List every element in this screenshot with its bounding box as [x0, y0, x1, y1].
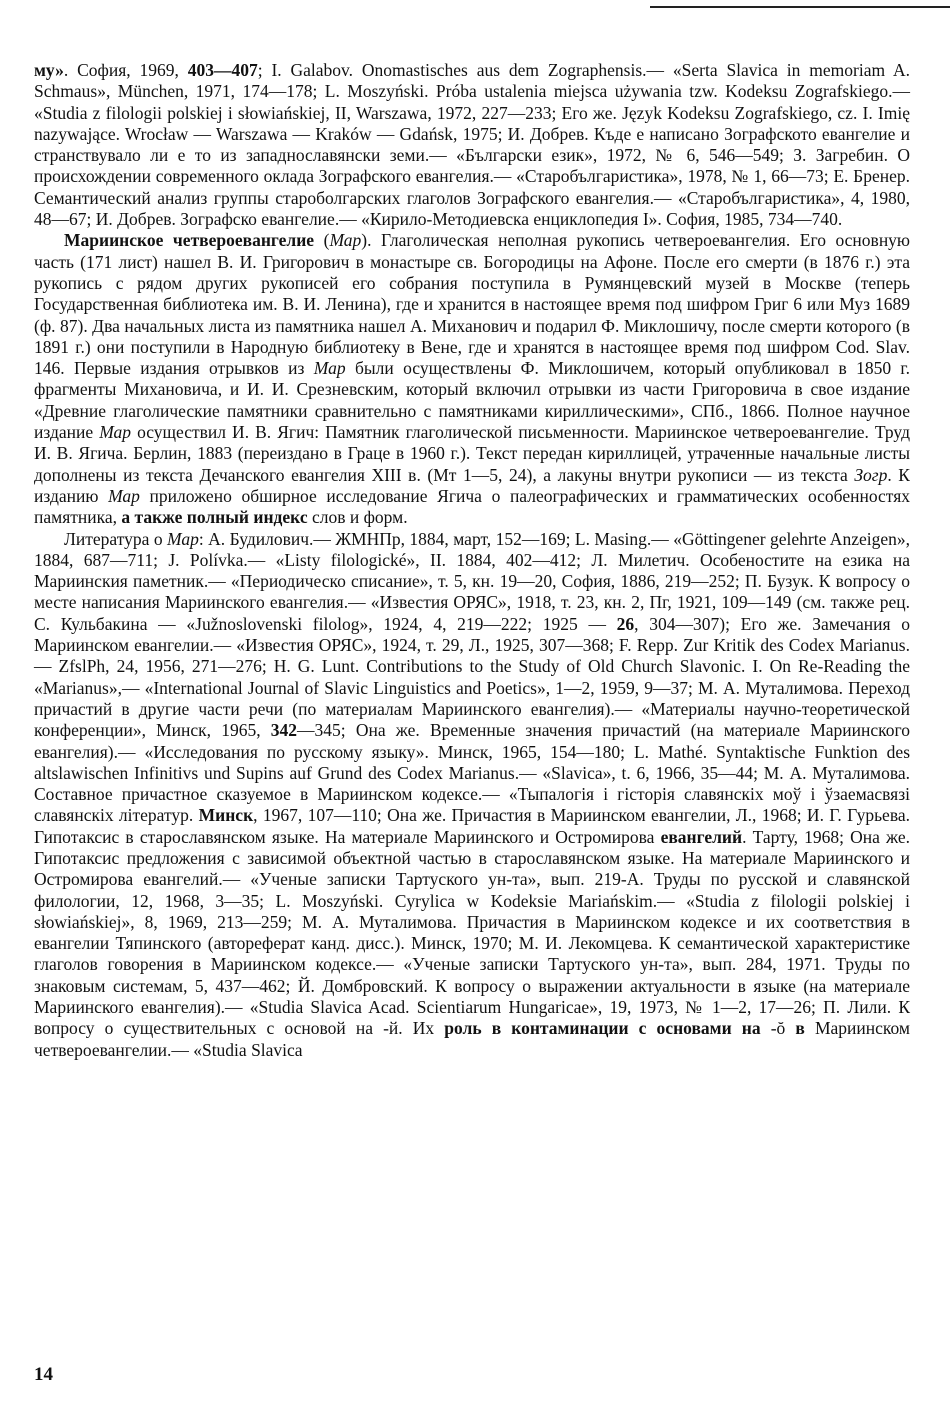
text-run: слов и форм.	[307, 507, 408, 528]
text-run: 26	[616, 613, 635, 634]
text-run: . К изданию	[34, 464, 910, 506]
text-run: Мар	[313, 358, 346, 379]
text-run: Мар	[108, 485, 140, 506]
text-run: Минск	[198, 805, 254, 826]
text-run: в	[795, 1018, 805, 1039]
text-run: роль в контаминации с основами на	[444, 1018, 761, 1039]
text-run: ; I. Galabov. Onomastisches aus dem Zographensis.— «Serta Slavica in memoriam A. Schmaus», München, 1971, 174—178; L. Moszyński. Próba ustalenia miejsca używania tzw. Kodeksu Zografskiego.— «Studia z filologii polskiej i słowiańskiej, II, Warszawa, 1972, 227—233; Его же. Język Kodeksu Zografskiego, cz. I. Imię nazywające. Wrocław — Warszawa — Kraków — Gdańsk, 1975; И. Добрев. Къде е написано Зографското евангелие и странствувало ли е то из западнославянски земи.— «Български език», 1972, № 6, 546—549; З. Загребин. О происхождении современного оклада Зографского евангелия.— «Старобългаристика», 1978, № 1, 66—73; Е. Бренер. Семантический анализ группы староболгарских глаголов Зографского евангелия.— «Старобългаристика», 4, 1980, 48—67; И. Добрев. Зографско евангелие.— «Кирило-Методиевска енциклопедия I». София, 1985, 734—740.	[34, 60, 910, 230]
top-rule	[650, 6, 950, 8]
text-run: евангелий	[660, 826, 743, 847]
text-run: —345; Она же. Временные значения причастий (на материале Мариинского евангелия).— «Исследования по русскому языку». Минск, 1965, 154—180; L. Mathé. Syntaktische Funktion des altslawischen Infinitivs und Supins auf Grund des Codex Marianus.— «Slavica», t. 6, 1966, 35—44; М. А. Муталимова. Составное причастное сказуемое в Мариинском кодексе.— «Тыпалогія і гісторія славянскіх моў і ўзаемасвязі славянскіх літератур.	[34, 720, 911, 826]
text-run: , 304—307); Его же. Замечания о Мариинском евангелии.— «Известия ОРЯС», 1924, т. 29, Л., 1925, 307—368; F. Repp. Zur Kritik des Codex Marianus.— ZfslPh, 24, 1956, 271—276; H. G. Lunt. Contributions to the Study of Old Church Slavonic. I. On Re-Reading the «Marianus»,— «International Journal of Slavic Linguistics and Poetics», 1—2, 1959, 9—37; М. А. Муталимова. Переход причастий в другие части речи (по материалам Мариинского евангелия).— «Материалы научно-теоретической конференции», Минск, 1965,	[34, 613, 910, 741]
text-run: . София, 1969,	[63, 60, 188, 80]
text-run: . Тарту, 1968; Она же. Гипотаксис предложения с зависимой объектной частью в старославянском языке. На материале Мариинского и Остромирова евангелий.— «Ученые записки Тартуского ун-та», вып. 219-А. Труды по русской и славянской филологии, 12, 1968, 3—35; L. Moszyński. Cyrylica w Kodeksie Mariańskim.— «Studia z filologii polskiej i słowiańskiej», 8, 1969, 213—259; М. А. Муталимова. Причастия в Мариинском кодексе и их соответствия в евангелии Тяпинского (автореферат канд. дисс.). Минск, 1970; М. И. Лекомцева. К семантической характеристике глаголов говорения в Мариинском кодексе.— «Ученые записки Тартуского ун-та», вып. 284, 1971. Труды по знаковым системам, 5, 437—462; Й. Домбровский. К вопросу о выражении актуальности в языке (на материале Мариинского евангелия).— «Studia Slavica Acad. Scientiarum Hungaricae», 19, 1973, № 1—2, 17—26; П. Лили. К вопросу о существительных с основой на -й. Их	[34, 826, 910, 1039]
text-run: Литература о	[64, 528, 168, 549]
text-run: -ŏ	[760, 1018, 796, 1039]
text-run: приложено обширное исследование Ягича о палеографических и грамматических особенностях памятника,	[34, 485, 911, 528]
text-run: Мариинском четвероевангелии.— «Studia Slavica	[34, 1018, 911, 1060]
text-run: , 1967, 107—110; Она же. Причастия в Мариинском евангелии, Л., 1968; И. Г. Гурьева. Гипотаксис в старославянском языке. На материале Мариинского и Остромирова	[34, 805, 910, 847]
text-run: Мар	[167, 528, 199, 549]
page-body	[34, 60, 910, 1061]
text-run: а также полный индекс	[121, 507, 308, 528]
text-run: ). Глаголическая неполная рукопись четвероевангелия. Его основную часть (171 лист) нашел В. И. Григорович в монастыре св. Богородицы на Афоне. После его смерти (в 1876 г.) эта рукопись с рядом других рукописей его собрания поступила в Румянцевский музей в Москве (теперь Государственная библиотека им. В. И. Ленина), где и хранится в настоящее время под шифром Григ 6 или Муз 1689 (ф. 87). Два начальных листа из памятника нашел А. Миханович и подарил Ф. Миклошичу, после смерти которого (в 1891 г.) они поступили в Народную библиотеку в Вене, где и хранятся в настоящее время под шифром Cod. Slav. 146. Первые издания отрывков из	[34, 230, 911, 379]
text-run: осуществил И. В. Ягич: Памятник глаголической письменности. Мариинское четвероевангелие. Труд И. В. Ягича. Берлин, 1883 (переиздано в Граце в 1960 г.). Текст передан кириллицей, утраченные начальные листы дополнены из текста Дечанского евангелия XIII в. (Мт 1—5, 24), а лакуны внутри рукописи — из текста	[34, 422, 910, 485]
text-run: Мар	[99, 422, 132, 443]
bibliography-paragraph-zograph	[34, 60, 910, 230]
entry-paragraph-marianus	[34, 230, 910, 528]
text-run: Мариинское четвероевангелие	[64, 230, 315, 251]
text-run: 403—407	[187, 60, 258, 80]
bibliography-paragraph-marianus	[34, 529, 910, 1061]
text-run: были осуществлены Ф. Миклошичем, который опубликовал в 1850 г. фрагменты Михановича, и И. И. Срезневским, который включил отрывки из части Григоровича в свое издание «Древние глаголические памятники сравнительно с памятниками кириллическими», СПб., 1866. Полное научное издание	[34, 358, 911, 443]
text-run: 342	[270, 720, 298, 741]
text-run: : А. Будилович.— ЖМНПр, 1884, март, 152—169; L. Masing.— «Göttingener gelehrte Anzeigen», 1884, 687—711; J. Polívka.— «Listy filologické», II. 1884, 402—412; Л. Милетич. Особеностите на езика на Мариинския паметник.— «Периодическо списание», т. 5, кн. 19—20, София, 1886, 219—252; П. Бузук. К вопросу о месте написания Мариинского евангелия.— «Известия ОРЯС», 1918, т. 23, кн. 2, Пг, 1921, 109—149 (см. также рец. С. Кульбакина — «Južnoslovenski filolog», 1924, 4, 219—222; 1925 —	[34, 528, 910, 634]
text-run: (	[314, 230, 330, 251]
text-run: му»	[34, 60, 64, 80]
page-number: 14	[34, 1364, 53, 1385]
text-run: Зогр	[854, 464, 888, 485]
text-run: Мар	[329, 230, 362, 251]
